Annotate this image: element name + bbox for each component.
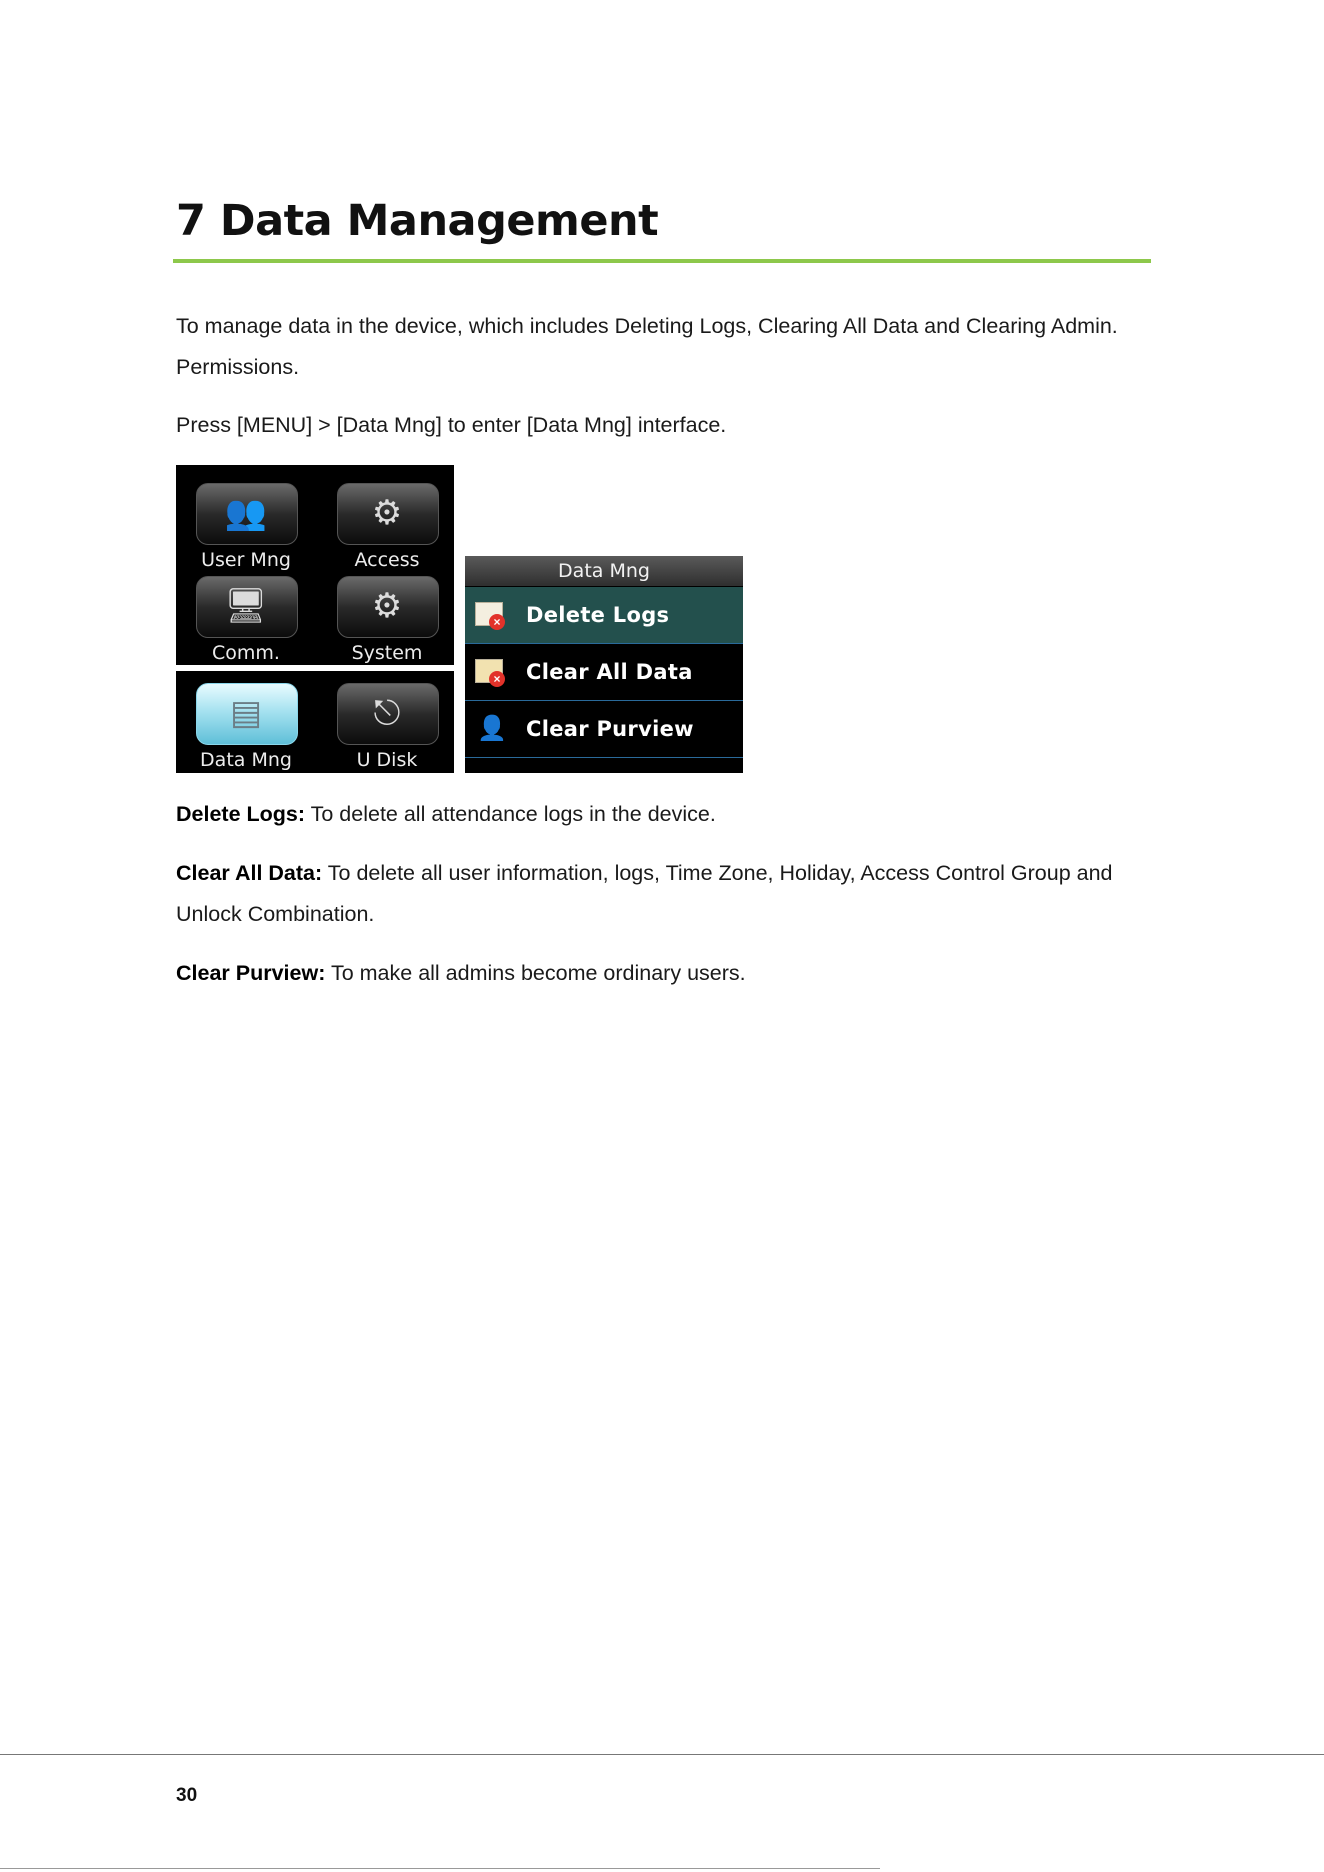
users-icon: 👥	[224, 494, 268, 532]
definition-delete-logs	[176, 794, 716, 835]
device-main-menu-screenshot	[176, 465, 454, 773]
tile-data-mng[interactable]	[181, 683, 311, 777]
description: To make all admins become ordinary users.	[325, 961, 746, 985]
term: Delete Logs:	[176, 802, 306, 826]
tile-u-disk[interactable]	[322, 683, 452, 777]
description: To delete all user information, logs, Time Zone, Holiday, Access Control Group and	[322, 861, 1113, 885]
admin-user-icon: 👤	[477, 715, 507, 742]
term: Clear Purview:	[176, 961, 326, 985]
tile-user-mng[interactable]	[181, 483, 311, 577]
definition-clear-all-data-cont: Unlock Combination.	[176, 902, 375, 926]
tile-comm[interactable]	[181, 576, 311, 670]
description: To delete all attendance logs in the device.	[305, 802, 716, 826]
system-gear-icon: ⚙	[371, 587, 403, 625]
tile-label: U Disk	[356, 749, 418, 771]
tile-access[interactable]	[322, 483, 452, 577]
bottom-rule	[0, 1868, 880, 1869]
definition-clear-purview	[176, 953, 746, 994]
data-mng-menu-screenshot	[465, 556, 743, 773]
title-underline	[173, 259, 1151, 263]
footer-rule	[0, 1754, 1324, 1755]
tile-label: Access	[354, 549, 420, 571]
definition-clear-all-data	[176, 853, 1113, 894]
menu-item-clear-purview[interactable]	[465, 701, 743, 758]
menu-item-clear-all-data[interactable]	[465, 644, 743, 701]
tile-label: Comm.	[212, 642, 280, 664]
menu-item-label: Delete Logs	[526, 603, 670, 627]
clear-data-icon: ×	[473, 657, 503, 687]
tile-system[interactable]	[322, 576, 452, 670]
menu-item-label: Clear All Data	[526, 660, 693, 684]
intro-line-1: To manage data in the device, which includes Deleting Logs, Clearing All Data and Clearing Admin.	[176, 314, 1118, 338]
main-menu-panel-top	[176, 465, 454, 665]
tile-label: User Mng	[201, 549, 291, 571]
menu-item-label: Clear Purview	[526, 717, 694, 741]
page-number: 30	[176, 1785, 198, 1806]
tile-label: Data Mng	[200, 749, 292, 771]
press-instruction: Press [MENU] > [Data Mng] to enter [Data Mng] interface.	[176, 413, 727, 437]
chapter-title: 7 Data Management	[176, 196, 659, 246]
main-menu-panel-bottom	[176, 671, 454, 773]
term: Clear All Data:	[176, 861, 323, 885]
database-icon: ▤	[229, 694, 263, 732]
network-computer-icon: 🖥	[224, 587, 268, 625]
delete-logs-icon: ×	[473, 600, 503, 630]
door-gear-icon: ⚙	[371, 494, 403, 532]
usb-drive-icon: ⎋	[373, 694, 401, 732]
intro-line-2: Permissions.	[176, 355, 300, 379]
menu-item-delete-logs[interactable]	[465, 587, 743, 644]
tile-label: System	[351, 642, 423, 664]
data-mng-title: Data Mng	[465, 556, 743, 586]
